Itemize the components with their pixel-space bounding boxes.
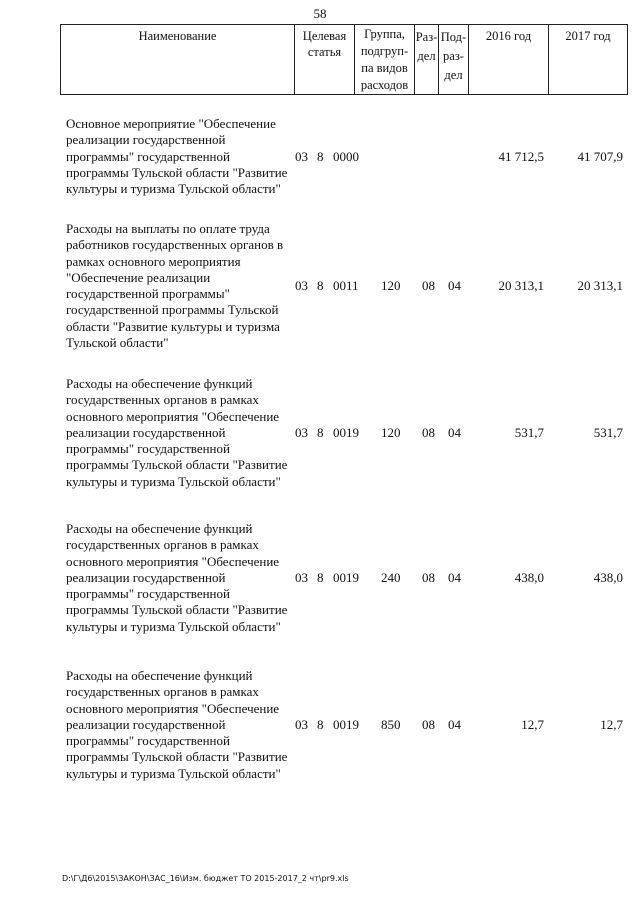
row-code-direction: 0019 — [333, 425, 359, 440]
row-name-line: Расходы на обеспечение функций — [66, 376, 253, 391]
row-name-line: Расходы на обеспечение функций — [66, 668, 253, 683]
row-name-line: основного мероприятия "Обеспечение — [66, 700, 280, 716]
row-code-subprogram: 8 — [317, 425, 324, 440]
row-name-line: реализации государственной — [66, 424, 226, 440]
row-subsection: 04 — [448, 425, 461, 440]
row-name-line: программы" государственной — [66, 586, 230, 602]
page-number: 58 — [313, 6, 327, 21]
row-group: 850 — [381, 717, 401, 732]
row-value-2016: 438,0 — [514, 570, 544, 585]
row-name-line: области "Развитие культуры и туризма — [66, 318, 280, 334]
row-name-line: программы Тульской области "Развитие — [66, 602, 288, 618]
row-name-line: культуры и туризма Тульской области" — [66, 181, 281, 197]
row-name-line: Расходы на выплаты по оплате труда — [66, 221, 270, 236]
row-section: 08 — [422, 570, 435, 585]
column-header-line: Раз- — [415, 30, 438, 44]
column-header-line: дел — [444, 68, 463, 82]
row-name-line: рамках основного мероприятия — [66, 253, 241, 269]
row-subsection: 04 — [448, 278, 461, 293]
row-name-line: культуры и туризма Тульской области" — [66, 473, 281, 489]
row-code-program: 03 — [295, 717, 308, 732]
row-name-line: программы" государственной — [66, 733, 230, 749]
row-value-2017: 438,0 — [593, 570, 623, 585]
column-header-2016 — [468, 24, 548, 94]
row-name-line: основного мероприятия "Обеспечение — [66, 408, 280, 424]
row-code-program: 03 — [295, 425, 308, 440]
column-header-line: па видов — [361, 61, 408, 75]
column-header-section — [414, 24, 438, 94]
column-header-line: раз- — [443, 49, 464, 63]
row-name — [66, 376, 292, 490]
row-code-program: 03 — [295, 570, 308, 585]
row-name-line: программы" государственной — [66, 441, 230, 457]
row-name — [66, 521, 292, 635]
row-value-2017: 531,7 — [593, 425, 623, 440]
row-value-2016: 531,7 — [514, 425, 544, 440]
row-name-line: государственной программы" — [66, 286, 230, 302]
column-header-line: статья — [307, 45, 342, 59]
row-value-2017: 12,7 — [600, 717, 623, 732]
row-name-line: программы Тульской области "Развитие — [66, 164, 288, 180]
row-name-line: культуры и туризма Тульской области" — [66, 765, 281, 781]
column-header-line: Под- — [440, 30, 467, 44]
row-group: 240 — [381, 570, 401, 585]
row-name-line: работников государственных органов в — [66, 237, 284, 253]
row-subsection: 04 — [448, 717, 461, 732]
row-name-line: программы Тульской области "Развитие — [66, 457, 288, 473]
row-code-subprogram: 8 — [317, 278, 324, 293]
header-bottom-rule — [60, 94, 628, 95]
row-name-line: государственной программы Тульской — [66, 302, 279, 318]
column-header-line: подгруп- — [360, 44, 409, 58]
column-header-name-text: Наименование — [138, 29, 217, 43]
row-name-line: Расходы на обеспечение функций — [66, 521, 253, 536]
row-name-line: Тульской области" — [66, 335, 169, 351]
column-header-line: расходов — [360, 78, 409, 92]
row-name-line: основного мероприятия "Обеспечение — [66, 553, 280, 569]
column-header-line: Целевая — [302, 29, 347, 43]
row-subsection: 04 — [448, 570, 461, 585]
row-code-direction: 0011 — [333, 278, 359, 293]
row-name-line: реализации государственной — [66, 716, 226, 732]
row-name-line: программы" государственной — [66, 148, 230, 164]
column-header-target-article — [294, 24, 354, 94]
row-section: 08 — [422, 278, 435, 293]
row-name-line: Основное мероприятие "Обеспечение — [66, 116, 276, 131]
row-name-line: "Обеспечение реализации — [66, 269, 211, 285]
column-header-2016-text: 2016 год — [485, 29, 532, 43]
row-name-line: реализации государственной — [66, 132, 226, 148]
row-value-2016: 12,7 — [521, 717, 544, 732]
column-header-subsection — [438, 24, 468, 94]
row-name — [66, 116, 292, 197]
row-value-2017: 20 313,1 — [577, 278, 623, 293]
row-value-2016: 20 313,1 — [498, 278, 544, 293]
row-value-2017: 41 707,9 — [577, 149, 623, 164]
column-header-name — [60, 24, 294, 94]
row-name-line: государственных органов в рамках — [66, 537, 259, 553]
column-header-2017 — [548, 24, 628, 94]
row-name-line: культуры и туризма Тульской области" — [66, 618, 281, 634]
row-name — [66, 221, 292, 351]
row-code-direction: 0000 — [333, 149, 359, 164]
row-section: 08 — [422, 717, 435, 732]
row-code-subprogram: 8 — [317, 149, 324, 164]
row-code-program: 03 — [295, 149, 308, 164]
row-name-line: государственных органов в рамках — [66, 684, 259, 700]
row-group: 120 — [381, 425, 401, 440]
row-code-subprogram: 8 — [317, 570, 324, 585]
column-header-group — [354, 24, 414, 94]
row-code-subprogram: 8 — [317, 717, 324, 732]
row-section: 08 — [422, 425, 435, 440]
column-header-line: дел — [417, 49, 436, 63]
row-name — [66, 668, 292, 782]
row-name-line: программы Тульской области "Развитие — [66, 749, 288, 765]
row-group: 120 — [381, 278, 401, 293]
row-value-2016: 41 712,5 — [498, 149, 544, 164]
footer-file-path: D:\Г\Д6\2015\ЗАКОН\ЗАС_16\Изм. бюджет ТО 2015-2017_2 чт\pr9.xls — [62, 874, 349, 883]
row-code-program: 03 — [295, 278, 308, 293]
row-code-direction: 0019 — [333, 570, 359, 585]
row-name-line: реализации государственной — [66, 569, 226, 585]
column-header-2017-text: 2017 год — [565, 29, 611, 43]
table-header — [60, 24, 628, 94]
row-name-line: государственных органов в рамках — [66, 392, 259, 408]
column-header-line: Группа, — [364, 27, 405, 41]
row-code-direction: 0019 — [333, 717, 359, 732]
